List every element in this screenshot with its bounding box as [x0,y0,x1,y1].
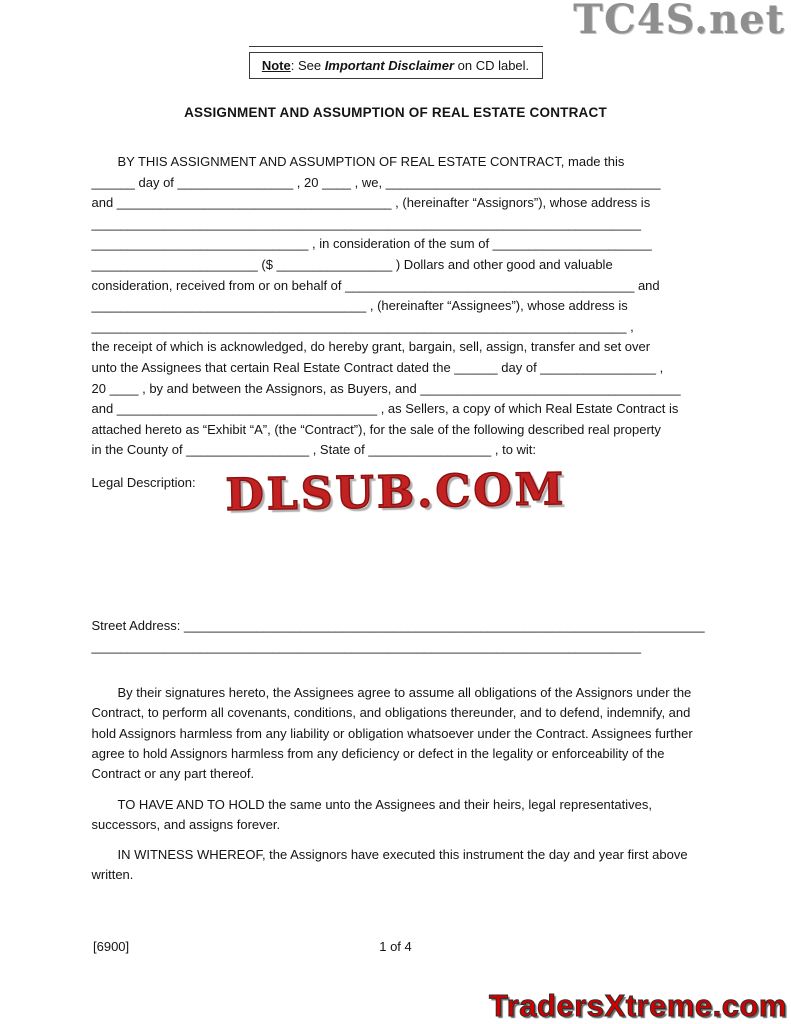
in-witness-whereof-paragraph: IN WITNESS WHEREOF, the Assignors have executed this instrument the day and year first above written. [91,847,688,883]
legal-description-section [91,463,700,616]
street-address-label: Street Address: [91,617,181,633]
form-line: BY THIS ASSIGNMENT AND ASSUMPTION OF REAL ESTATE CONTRACT, made this [117,154,625,169]
note-emphasis: Important Disclaimer [324,58,455,73]
note-label: Note [261,58,291,73]
document-body [91,152,705,886]
intro-paragraph [92,152,700,461]
street-address-line [91,616,705,637]
form-line: 20 ____ , by and between the Assignors, as Buyers, and ____________________________________ [91,380,681,396]
form-line: consideration, received from or on behalf of ________________________________________ and [91,277,660,293]
note-text: : See [290,58,325,73]
dlsub-stamp-watermark: DLSUB.COM [224,463,567,521]
legal-description-label: Legal Description: [91,474,196,490]
form-line: and ____________________________________ , as Sellers, a copy of which Real Estate Contract is [91,401,679,417]
form-line: ______________________________ , in consideration of the sum of ______________________ [91,236,652,252]
note-top-rule [249,46,543,47]
page-footer [0,939,791,954]
assume-obligations-paragraph: By their signatures hereto, the Assignees agree to assume all obligations of the Assignors under the Contract, to perform all covenants, conditions, and obligations thereunder, and to defend, indemnify, and hold Assignors harmless from any liability or obligation whatsoever under the Contract. Assignees further agree to hold Assignors harmless from any deficiency or defect in the legality or enforceability of the Contract or any part thereof. [91,685,693,782]
form-line: the receipt of which is acknowledged, do hereby grant, bargain, sell, assign, transfer and set over [91,339,651,355]
disclaimer-note-box [249,52,543,79]
form-line: ______ day of ________________ , 20 ____ , we, ______________________________________ [91,174,661,190]
disclaimer-note-area [249,46,543,79]
form-line: _______________________ ($ ________________ ) Dollars and other good and valuable [91,256,613,272]
form-line: in the County of _________________ , State of _________________ , to wit: [91,442,537,458]
street-address-blank: ________________________________________________________________________ [180,617,705,633]
note-suffix: on CD label. [454,58,530,73]
street-address-blank-line-2: ____________________________________________________________________________ [91,638,641,654]
page-indicator: 1 of 4 [379,939,412,954]
form-line: attached hereto as “Exhibit “A”, (the “Contract”), for the sale of the following described real property [91,421,661,437]
form-line: __________________________________________________________________________ , [91,318,634,334]
form-line: ______________________________________ , (hereinafter “Assignees”), whose address is [91,298,628,314]
form-line: and ______________________________________ , (hereinafter “Assignors”), whose address is [91,195,651,211]
to-have-and-hold-paragraph: TO HAVE AND TO HOLD the same unto the Assignees and their heirs, legal representatives, successors, and assigns forever. [91,796,652,832]
tradersxtreme-watermark: TradersXtreme.com [489,988,787,1023]
document-title: ASSIGNMENT AND ASSUMPTION OF REAL ESTATE CONTRACT [184,105,607,120]
form-line: unto the Assignees that certain Real Estate Contract dated the ______ day of ________________ , [91,359,664,375]
tc4s-watermark: TC4S.net [573,0,785,43]
form-number: [6900] [93,939,130,954]
form-line: ____________________________________________________________________________ [91,215,641,231]
